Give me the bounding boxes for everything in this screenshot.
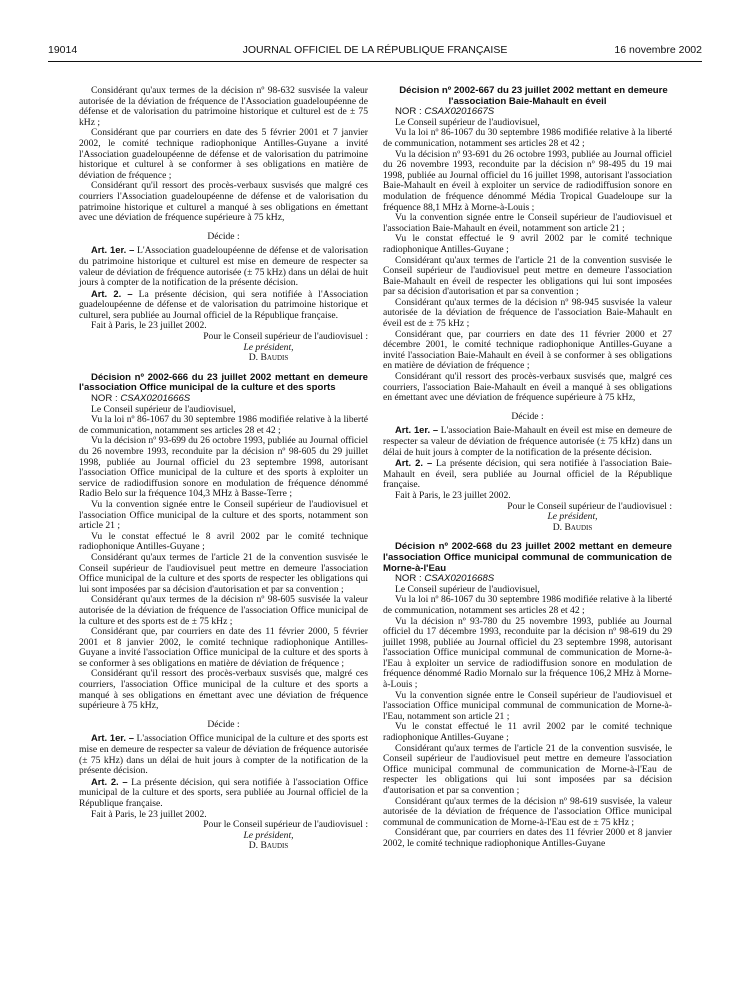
paragraph: Vu la loi nº 86-1067 du 30 septembre 1986 modifiée relative à la liberté de communication, notamment ses articles 28 et 42 ; [383, 594, 672, 616]
signature-for: Pour le Conseil supérieur de l'audiovisuel : [203, 819, 368, 831]
paragraph: Vu la décision nº 93-691 du 26 octobre 1993, publiée au Journal officiel du 26 novembre 1993, reconduite par la décision nº 98-495 du 19 mai 1998, publiée au Journal officiel du 16 juillet 1998, autorisant l'association Baie-Mahault en éveil à exploiter un service de radiodiffusion sonore en modulation de fréquence dénommé Média Tropical Guadeloupe sur la fréquence 88,1 MHz à Morne-à-Louis ; [383, 148, 672, 213]
page-number: 19014 [48, 44, 78, 56]
signature-for: Pour le Conseil supérieur de l'audiovisuel : [203, 331, 368, 343]
paragraph: Considérant que, par courriers en date des 11 février 2000 et 27 décembre 2001, le comité technique radiophonique Antilles-Guyane a invité l'association Baie-Mahault en éveil à se conformer à ses obligations en matière de déviation de fréquence ; [383, 328, 672, 372]
left-column [79, 86, 368, 852]
paragraph: Vu le constat effectué le 11 avril 2002 par le comité technique radiophonique Antilles-Guyane ; [383, 721, 672, 744]
paragraph: Considérant qu'aux termes de la décision nº 98-945 susvisée la valeur autorisée de la déviation de fréquence de l'association Baie-Mahault en éveil est de ± 75 kHz ; [383, 296, 672, 330]
decide-heading: Décide : [207, 230, 240, 242]
article-2 [79, 289, 368, 322]
paragraph: Vu la loi nº 86-1067 du 30 septembre 1986 modifiée relative à la liberté de communication, notamment ses articles 28 et 42 ; [383, 127, 672, 149]
paragraph: Le Conseil supérieur de l'audiovisuel, [91, 403, 236, 415]
paragraph: Vu la convention signée entre le Conseil supérieur de l'audiovisuel et l'association Office municipal communal de communication de Morne-à-l'Eau, notamment son article 21 ; [383, 689, 672, 722]
done-at: Fait à Paris, le 23 juillet 2002. [395, 489, 511, 501]
paragraph: Considérant qu'il ressort des procès-verbaux susvisés que malgré ces courriers l'Association guadeloupéenne de défense et de valorisation du patrimoine historique et culturel a manqué à ses obligations en émettant avec une déviation de fréquence supérieure à 75 kHz, [79, 180, 368, 224]
paragraph: Considérant qu'il ressort des procès-verbaux susvisés que, malgré ces courriers, l'association Office municipal de la culture et des sports a manqué à ses obligations en émettant avec une déviation de fréquence supérieure à 75 kHz, [79, 668, 368, 712]
signature-for: Pour le Conseil supérieur de l'audiovisuel : [507, 500, 672, 512]
signature-name: D. Baudis [248, 840, 289, 852]
header-rule [48, 61, 702, 62]
decision-title: Décision nº 2002-666 du 23 juillet 2002 mettant en demeure l'association Office municipal de la culture et des sports [79, 371, 368, 394]
paragraph: Considérant qu'aux termes de l'article 21 de la convention susvisée, le Conseil supérieur de l'audiovisuel peut mettre en demeure l'association Office municipal communal de communication de Morne-à-l'Eau de respecter les obligations qui lui sont imposées par sa décision d'autorisation et par sa convention ; [383, 742, 672, 796]
article-1 [79, 733, 368, 776]
signature-role: Le président, [243, 341, 294, 353]
paragraph: Vu la loi nº 86-1067 du 30 septembre 1986 modifiée relative à la liberté de communication, notamment ses articles 28 et 42 ; [79, 414, 368, 436]
article-1 [79, 245, 368, 288]
article-label: Art. 1er. – [395, 424, 439, 436]
paragraph: Considérant qu'aux termes de la décision nº 98-619 susvisée, la valeur autorisée de la déviation de fréquence de l'association Office municipal communal de communication de Morne-à-l'Eau est de ± 75 kHz ; [383, 795, 672, 828]
article-text: La présente décision, qui sera notifiée à l'Association guadeloupéenne de défense et de valorisation du patrimoine historique et culturel, sera publiée au Journal officiel de la République française. [79, 288, 368, 321]
paragraph: Vu le constat effectué le 9 avril 2002 par le comité technique radiophonique Antilles-Guyane ; [383, 233, 672, 255]
nor-reference: NOR : CSAX0201666S [91, 393, 191, 405]
running-header [48, 44, 702, 60]
signature-role: Le président, [243, 829, 294, 841]
paragraph: Considérant qu'aux termes de l'article 21 de la convention susvisée le Conseil supérieur de l'audiovisuel peut mettre en demeure l'association Office municipal de la culture et des sports de respecter les obligations qui lui sont imposées par sa décision d'autorisation et par sa convention ; [79, 551, 368, 595]
decide-heading: Décide : [207, 718, 240, 730]
right-column [383, 86, 672, 850]
decide-heading: Décide : [511, 410, 544, 422]
paragraph: Considérant qu'aux termes de la décision nº 98-605 susvisée la valeur autorisée de la déviation de fréquence de l'association Office municipal de la culture et des sports est de ± 75 kHz ; [79, 594, 368, 627]
paragraph: Considérant que, par courriers en dates des 11 février 2000 et 8 janvier 2002, le comité technique radiophonique Antilles-Guyane [383, 827, 672, 849]
signature-name: D. Baudis [552, 521, 593, 533]
paragraph: Considérant que, par courriers en date des 11 février 2000, 5 février 2001 et 8 janvier 2002, le comité technique radiophonique Antilles-Guyane a invité l'association Office municipal de la culture et des sports à se conformer à ses obligations en matière de déviation de fréquence ; [79, 626, 368, 669]
issue-date: 16 novembre 2002 [614, 44, 702, 56]
article-label: Art. 2. – [91, 287, 133, 299]
article-label: Art. 1er. – [91, 244, 135, 256]
paragraph: Considérant que par courriers en date des 5 février 2001 et 7 janvier 2002, le comité technique radiophonique Antilles-Guyane a invité l'Association guadeloupéenne de défense et de valorisation du patrimoine historique et culturel à se conformer à ses obligations en matière de déviation de fréquence ; [79, 127, 368, 181]
paragraph: Vu le constat effectué le 8 avril 2002 par le comité technique radiophonique Antilles-Guyane ; [79, 530, 368, 553]
article-label: Art. 1er. – [91, 732, 134, 744]
article-2 [79, 777, 368, 810]
article-text: L'association Baie-Mahault en éveil est mise en demeure de respecter sa valeur de déviation de fréquence autorisée (± 75 kHz) dans un délai de huit jours à compter de la notification de la présente décision. [383, 425, 673, 458]
decision-title: Décision nº 2002-668 du 23 juillet 2002 mettant en demeure l'association Office municipal communal de communication de Morne-à-l'Eau [383, 541, 672, 574]
paragraph: Considérant qu'aux termes de la décision nº 98-632 susvisée la valeur autorisée de la déviation de fréquence de l'Association guadeloupéenne de défense et de valorisation du patrimoine historique et culturel est de ± 75 kHz ; [79, 85, 368, 128]
done-at: Fait à Paris, le 23 juillet 2002. [91, 320, 207, 332]
article-label: Art. 2. – [91, 775, 128, 787]
paragraph: Considérant qu'aux termes de l'article 21 de la convention susvisée le Conseil supérieur de l'audiovisuel peut mettre en demeure l'association Baie-Mahault en éveil de respecter les obligations qui lui sont imposées par sa décision d'autorisation et par sa convention ; [383, 254, 672, 298]
article-label: Art. 2. – [395, 457, 433, 469]
journal-title: JOURNAL OFFICIEL DE LA RÉPUBLIQUE FRANÇAISE [242, 44, 508, 56]
article-text: La présente décision, qui sera notifiée à l'association Baie-Mahault en éveil, sera publiée au Journal officiel de la République française. [383, 458, 673, 491]
paragraph: Le Conseil supérieur de l'audiovisuel, [395, 583, 540, 595]
paragraph: Considérant qu'il ressort des procès-verbaux susvisés que, malgré ces courriers, l'association Baie-Mahault en éveil a manqué à ses obligations en émettant avec une déviation de fréquence supérieure à 75 kHz, [383, 371, 672, 404]
article-text: La présente décision, qui sera notifiée à l'association Office municipal de la culture et des sports, sera publiée au Journal officiel de la République française. [79, 776, 369, 809]
done-at: Fait à Paris, le 23 juillet 2002. [91, 808, 207, 820]
nor-reference: NOR : CSAX0201667S [395, 106, 495, 118]
signature-role: Le président, [547, 511, 598, 523]
paragraph: Vu la décision nº 93-699 du 26 octobre 1993, publiée au Journal officiel du 26 novembre 1993, reconduite par la décision nº 98-605 du 29 juillet 1998, publiée au Journal officiel du 23 septembre 1998, autorisant l'association Office municipal de la culture et des sports à exploiter un service de radiodiffusion sonore en modulation de fréquence dénommé Radio Belo sur la fréquence 104,3 MHz à Basse-Terre ; [79, 435, 368, 500]
paragraph: Le Conseil supérieur de l'audiovisuel, [395, 116, 540, 128]
decision-title: Décision nº 2002-667 du 23 juillet 2002 mettant en demeure l'association Baie-Mahault en éveil [399, 85, 668, 107]
paragraph: Vu la convention signée entre le Conseil supérieur de l'audiovisuel et l'association Baie-Mahault en éveil, notamment son article 21 ; [383, 212, 672, 234]
paragraph: Vu la convention signée entre le Conseil supérieur de l'audiovisuel et l'association Office municipal de la culture et des sports, notamment son article 21 ; [79, 498, 368, 532]
article-text: L'association Office municipal de la culture et des sports est mise en demeure de respecter sa valeur de déviation de fréquence autorisée (± 75 kHz) dans un délai de huit jours à compter de la notification de la présente décision. [79, 733, 369, 777]
article-2 [383, 458, 672, 491]
nor-reference: NOR : CSAX0201668S [395, 573, 495, 585]
article-1 [383, 425, 672, 458]
signature-name: D. Baudis [248, 352, 289, 364]
paragraph: Vu la décision nº 93-780 du 25 novembre 1993, publiée au Journal officiel du 17 décembre 1993, reconduite par la décision nº 98-619 du 29 juillet 1998, publiée au Journal officiel du 23 septembre 1998, autorisant l'association Office municipal communal de communication de Morne-à-l'Eau à exploiter un service de radiodiffusion sonore en modulation de fréquence dénommé Radio Mornalo sur la fréquence 106,2 MHz à Morne-à-Louis ; [383, 615, 672, 691]
article-text: L'Association guadeloupéenne de défense et de valorisation du patrimoine historique et culturel est mise en demeure de respecter sa valeur de déviation de fréquence autorisée (± 75 kHz) dans un délai de huit jours à compter de la notification de la présente décision. [79, 245, 369, 289]
